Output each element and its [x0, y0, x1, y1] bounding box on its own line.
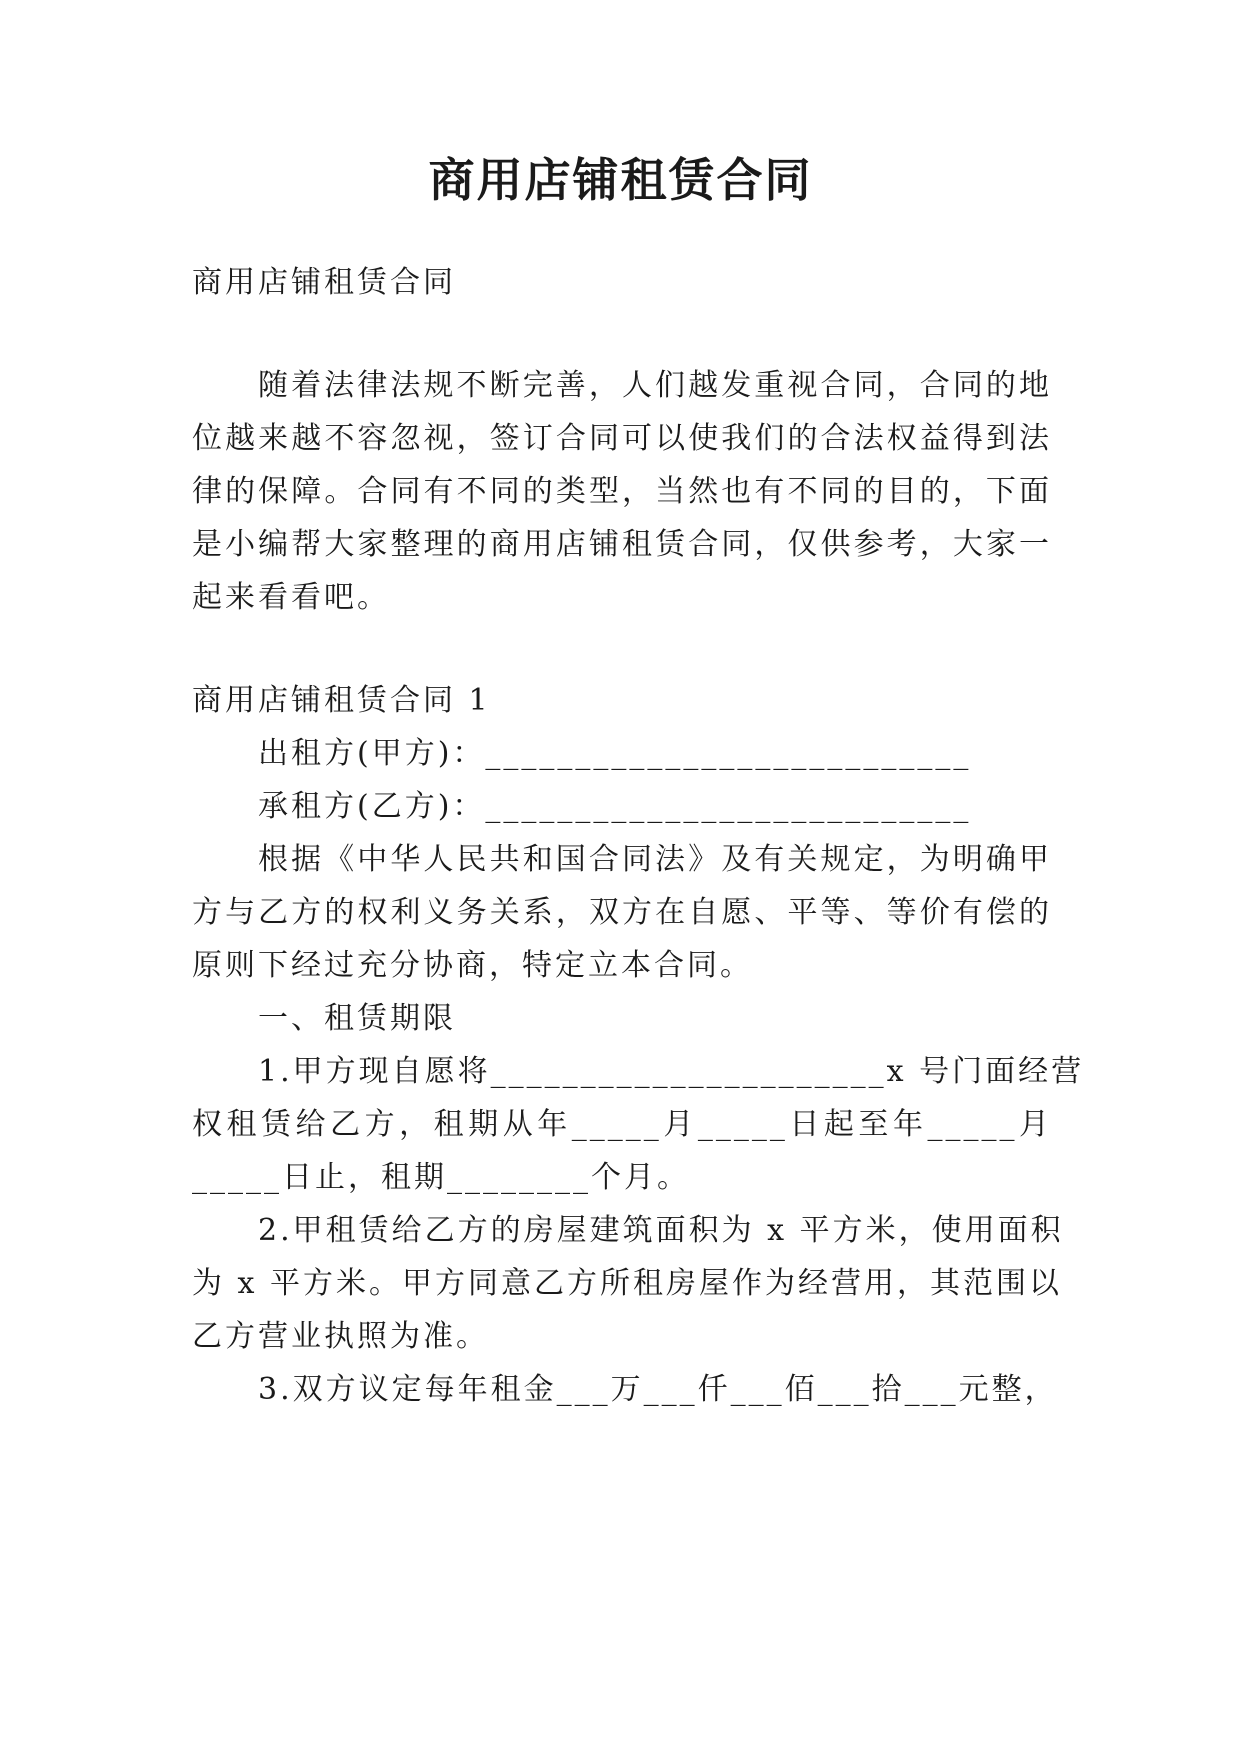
- clause2-line-3: 乙方营业执照为准。: [192, 1319, 489, 1354]
- intro-line-3: 律的保障。合同有不同的类型，当然也有不同的目的，下面: [192, 474, 1052, 509]
- party-a-line: 出租方(甲方)：___________________________: [258, 736, 972, 771]
- document-title: 商用店铺租赁合同: [428, 153, 813, 207]
- clause1-line-2: 权租赁给乙方，租期从年_____月_____日起至年_____月: [192, 1107, 1052, 1142]
- basis-line-1: 根据《中华人民共和国合同法》及有关规定，为明确甲: [258, 842, 1052, 877]
- clause-heading: 一、租赁期限: [258, 1001, 456, 1036]
- intro-line-2: 位越来越不容忽视，签订合同可以使我们的合法权益得到法: [192, 421, 1052, 456]
- intro-line-1: 随着法律法规不断完善，人们越发重视合同，合同的地: [258, 368, 1052, 403]
- party-b-line: 承租方(乙方)：___________________________: [258, 789, 972, 824]
- clause2-line-1: 2.甲租赁给乙方的房屋建筑面积为 x 平方米，使用面积: [258, 1213, 1064, 1248]
- basis-line-2: 方与乙方的权利义务关系，双方在自愿、平等、等价有偿的: [192, 895, 1052, 930]
- clause2-line-2: 为 x 平方米。甲方同意乙方所租房屋作为经营用，其范围以: [192, 1266, 1062, 1301]
- clause1-line-3: _____日止，租期________个月。: [192, 1160, 690, 1195]
- document-subtitle: 商用店铺租赁合同: [192, 265, 456, 300]
- section-title: 商用店铺租赁合同 1: [192, 683, 491, 718]
- intro-line-4: 是小编帮大家整理的商用店铺租赁合同，仅供参考，大家一: [192, 527, 1052, 562]
- intro-line-5: 起来看看吧。: [192, 580, 390, 615]
- clause1-line-1: 1.甲方现自愿将______________________x 号门面经营: [258, 1054, 1085, 1089]
- clause3-line-1: 3.双方议定每年租金___万___仟___佰___拾___元整，: [258, 1372, 1058, 1407]
- basis-line-3: 原则下经过充分协商，特定立本合同。: [192, 948, 753, 983]
